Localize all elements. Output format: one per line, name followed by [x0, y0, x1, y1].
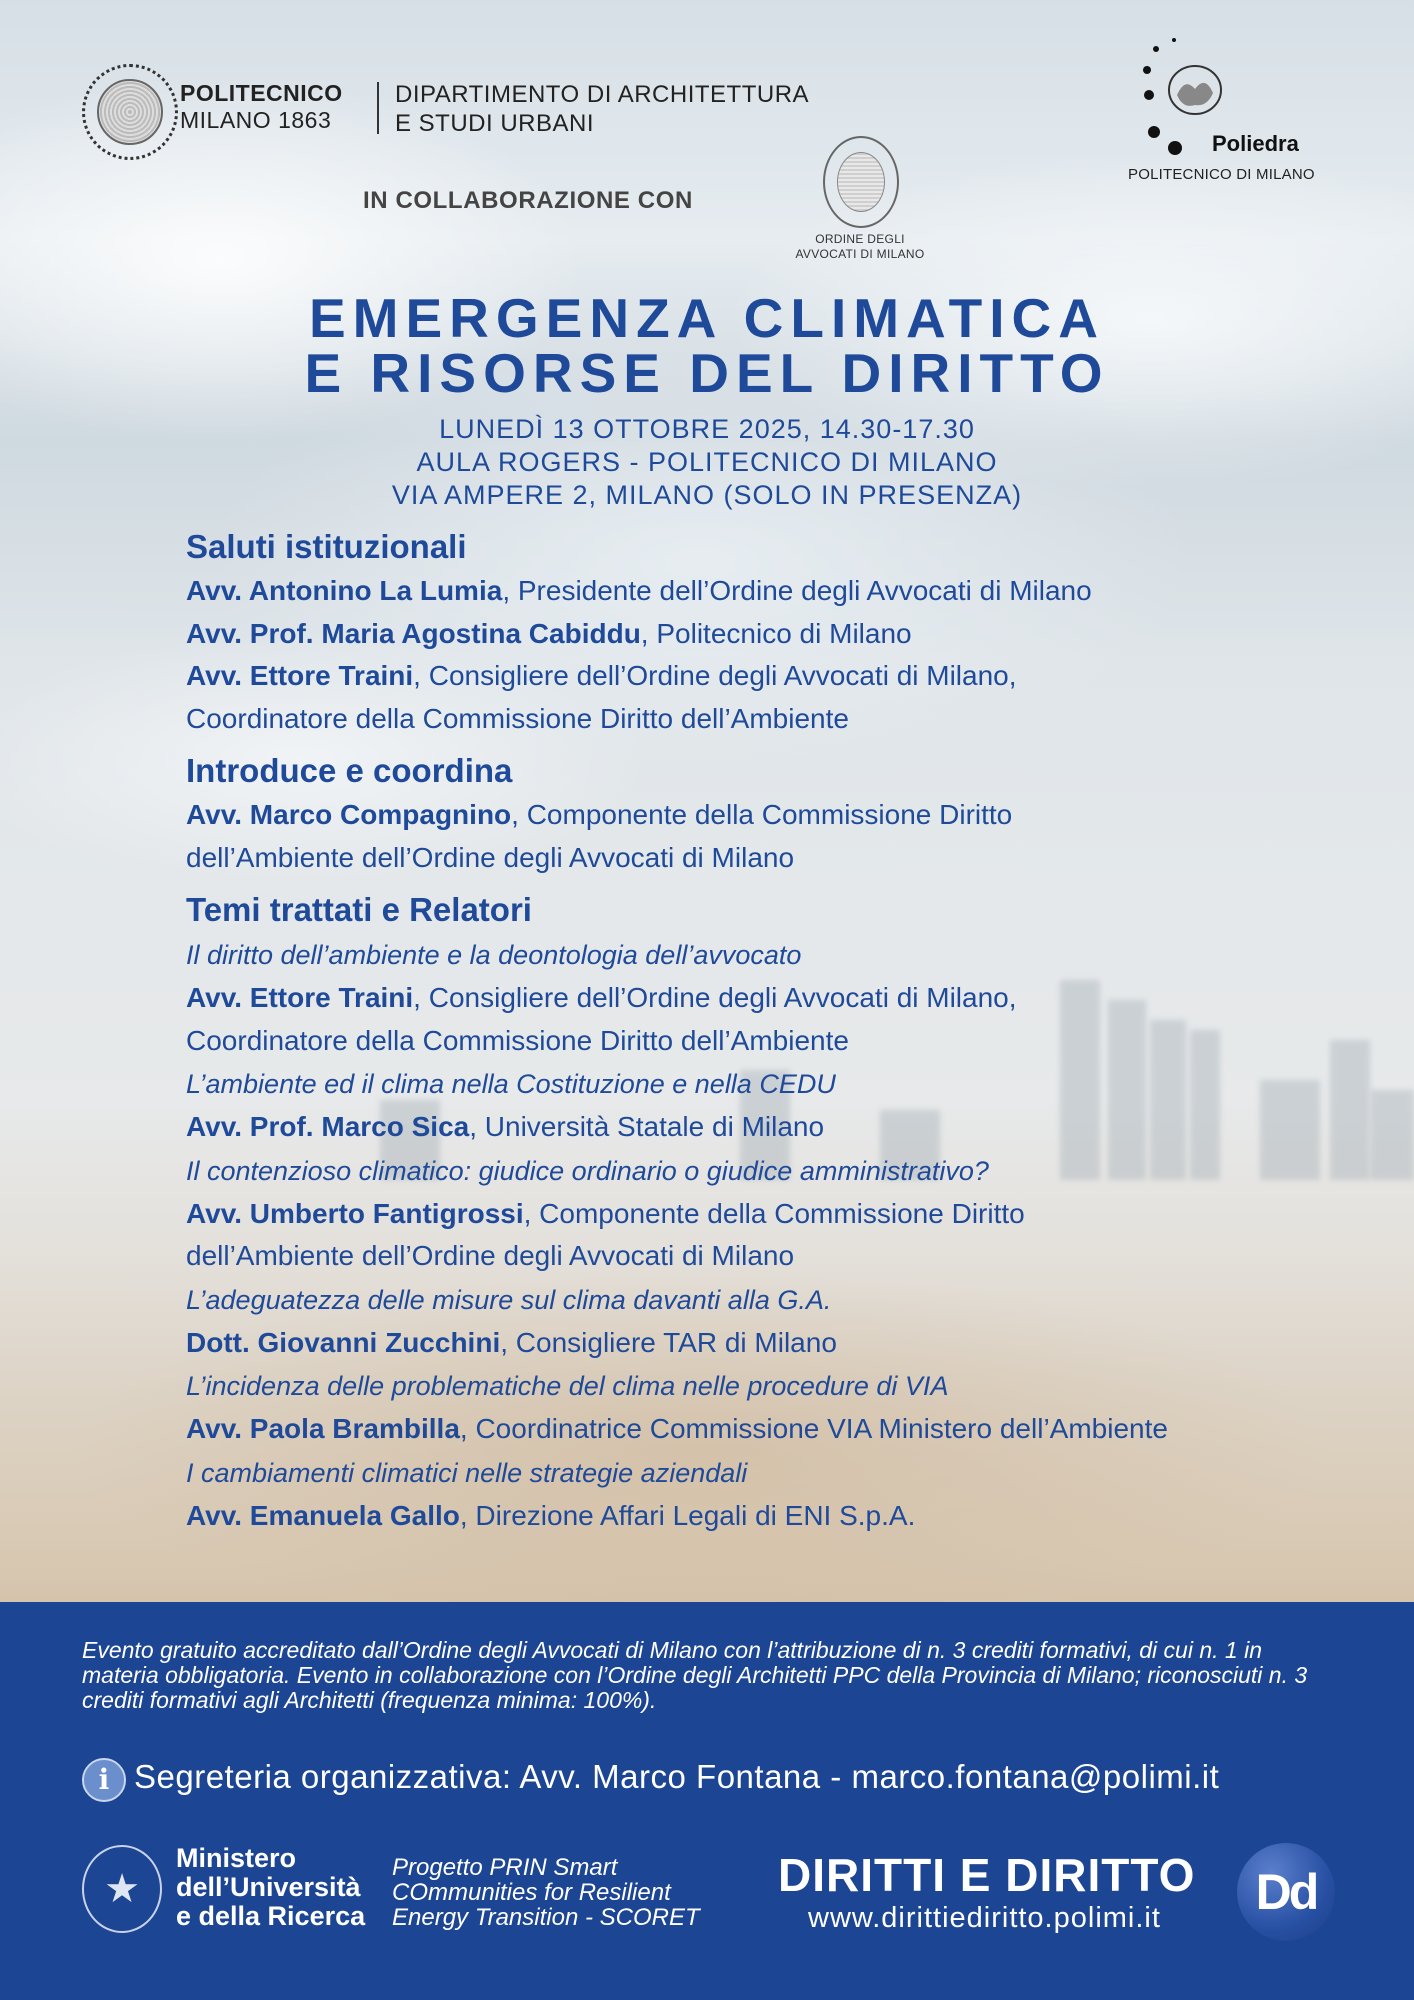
speaker-role: , Presidente dell’Ordine degli Avvocati di Milano	[502, 575, 1092, 606]
speaker-line	[186, 1408, 1336, 1451]
footer-band	[0, 1602, 1414, 2000]
speaker-role: , Consigliere TAR di Milano	[500, 1326, 837, 1358]
speaker-role-continued: dell’Ambiente dell’Ordine degli Avvocati di Milano	[186, 1240, 795, 1271]
accreditation-notice: Evento gratuito accreditato dall’Ordine degli Avvocati di Milano con l’attribuzione di n. 3 crediti formativi, di cui n. 1 in materia obbligatoria. Evento in collaborazione con l’Ordine degli Architetti PPC della Provincia di Milano; riconosciuti n. 3 crediti formativi agli Architetti (frequenza minima: 100%).	[82, 1637, 1308, 1713]
talk-topic: L’ambiente ed il clima nella Costituzione e nella CEDU	[186, 1069, 836, 1099]
talk-topic: Il contenzioso climatico: giudice ordinario o giudice amministrativo?	[186, 1155, 989, 1186]
speaker-name: Avv. Paola Brambilla	[186, 1413, 460, 1444]
introduce-heading: Introduce e coordina	[186, 752, 513, 789]
mur-line-2: dell’Università	[176, 1872, 361, 1902]
speaker-role: , Consigliere dell’Ordine degli Avvocati di Milano,	[413, 982, 1017, 1013]
ordine-avvocati-seal	[823, 136, 899, 228]
speaker-role-continued: dell’Ambiente dell’Ordine degli Avvocati di Milano	[186, 841, 795, 873]
speaker-line	[186, 655, 1336, 698]
department-line-2: E STUDI URBANI	[395, 110, 595, 137]
talk-topic: I cambiamenti climatici nelle strategie aziendali	[186, 1457, 748, 1488]
talk-topic: Il diritto dell’ambiente e la deontologia dell’avvocato	[186, 940, 802, 970]
poliedra-name: Poliedra	[1212, 131, 1299, 156]
speaker-name: Dott. Giovanni Zucchini	[186, 1326, 501, 1358]
speaker-role: , Consigliere dell’Ordine degli Avvocati di Milano,	[413, 660, 1017, 691]
department-line-1: DIPARTIMENTO DI ARCHITETTURA	[395, 81, 810, 108]
event-venue: AULA ROGERS - POLITECNICO DI MILANO	[416, 447, 998, 477]
speaker-line	[186, 613, 1336, 656]
speaker-role: , Università Statale di Milano	[469, 1111, 825, 1142]
politecnico-logo	[82, 64, 178, 160]
speaker-role: , Componente della Commissione Diritto	[523, 1197, 1025, 1229]
speaker-name: Avv. Emanuela Gallo	[186, 1499, 460, 1531]
poliedra-subtitle: POLITECNICO DI MILANO	[1128, 166, 1315, 183]
speaker-name: Avv. Marco Compagnino	[186, 799, 512, 830]
speaker-name: Avv. Ettore Traini	[186, 982, 414, 1013]
speaker-role-continued: Coordinatore della Commissione Diritto dell’Ambiente	[186, 1024, 849, 1056]
program	[186, 524, 1336, 1537]
ordine-line-2: AVVOCATI DI MILANO	[795, 247, 925, 261]
politecnico-wordmark	[180, 80, 343, 134]
speaker-role: , Componente della Commissione Diritto	[511, 799, 1013, 830]
event-date: LUNEDÌ 13 OTTOBRE 2025, 14.30-17.30	[439, 414, 975, 444]
prin-line-2: COmmunities for Resilient	[392, 1879, 671, 1906]
mur-emblem-icon: ★	[82, 1845, 162, 1933]
speaker-line	[186, 1106, 1336, 1149]
speaker-name: Avv. Prof. Maria Agostina Cabiddu	[186, 617, 641, 649]
segreteria-contact: Segreteria organizzativa: Avv. Marco Fontana - marco.fontana@polimi.it	[134, 1758, 1220, 1795]
speaker-role: , Coordinatrice Commissione VIA Ministero dell’Ambiente	[459, 1413, 1168, 1444]
event-address: VIA AMPERE 2, MILANO (SOLO IN PRESENZA)	[391, 480, 1023, 510]
speaker-line	[186, 1193, 1336, 1236]
temi-heading: Temi trattati e Relatori	[186, 891, 532, 928]
speaker-line	[186, 1322, 1336, 1365]
mur-line-3: e della Ricerca	[176, 1901, 366, 1931]
speaker-role-continued: Coordinatore della Commissione Diritto dell’Ambiente	[186, 702, 849, 734]
diritti-diritto-url[interactable]: www.dirittiediritto.polimi.it	[808, 1902, 1161, 1934]
speaker-line	[186, 570, 1336, 613]
speaker-name: Avv. Ettore Traini	[186, 660, 414, 691]
talk-topic: L’adeguatezza delle misure sul clima davanti alla G.A.	[186, 1284, 832, 1315]
department-name	[395, 80, 809, 138]
politecnico-year: MILANO 1863	[180, 107, 332, 133]
ordine-avvocati-label	[780, 232, 940, 262]
event-title-line-2: E RISORSE DEL DIRITTO	[304, 342, 1110, 404]
event-title-line-1: EMERGENZA CLIMATICA	[308, 287, 1105, 349]
politecnico-name: POLITECNICO	[180, 80, 343, 106]
collaboration-label: IN COLLABORAZIONE CON	[363, 187, 693, 214]
prin-line-1: Progetto PRIN Smart	[392, 1854, 618, 1881]
prin-project	[392, 1855, 700, 1930]
speaker-role: , Direzione Affari Legali di ENI S.p.A.	[459, 1499, 916, 1531]
speaker-line	[186, 1495, 1336, 1538]
diritti-diritto-logo: Dd	[1237, 1843, 1335, 1941]
mur-wordmark	[176, 1844, 365, 1931]
speaker-line	[186, 977, 1336, 1020]
diritti-diritto-title: DIRITTI E DIRITTO	[778, 1849, 1196, 1901]
ordine-line-1: ORDINE DEGLI	[815, 232, 905, 246]
mur-line-1: Ministero	[176, 1843, 297, 1873]
speaker-name: Avv. Antonino La Lumia	[186, 575, 503, 606]
info-icon: i	[82, 1758, 126, 1802]
speaker-line	[186, 794, 1336, 837]
speaker-name: Avv. Umberto Fantigrossi	[186, 1197, 524, 1229]
prin-line-3: Energy Transition - SCORET	[392, 1904, 700, 1931]
speaker-role: , Politecnico di Milano	[640, 617, 912, 649]
saluti-heading: Saluti istituzionali	[186, 528, 467, 565]
talk-topic: L’incidenza delle problematiche del clima nelle procedure di VIA	[186, 1371, 949, 1401]
speaker-name: Avv. Prof. Marco Sica	[186, 1111, 470, 1142]
header-divider	[377, 82, 379, 134]
